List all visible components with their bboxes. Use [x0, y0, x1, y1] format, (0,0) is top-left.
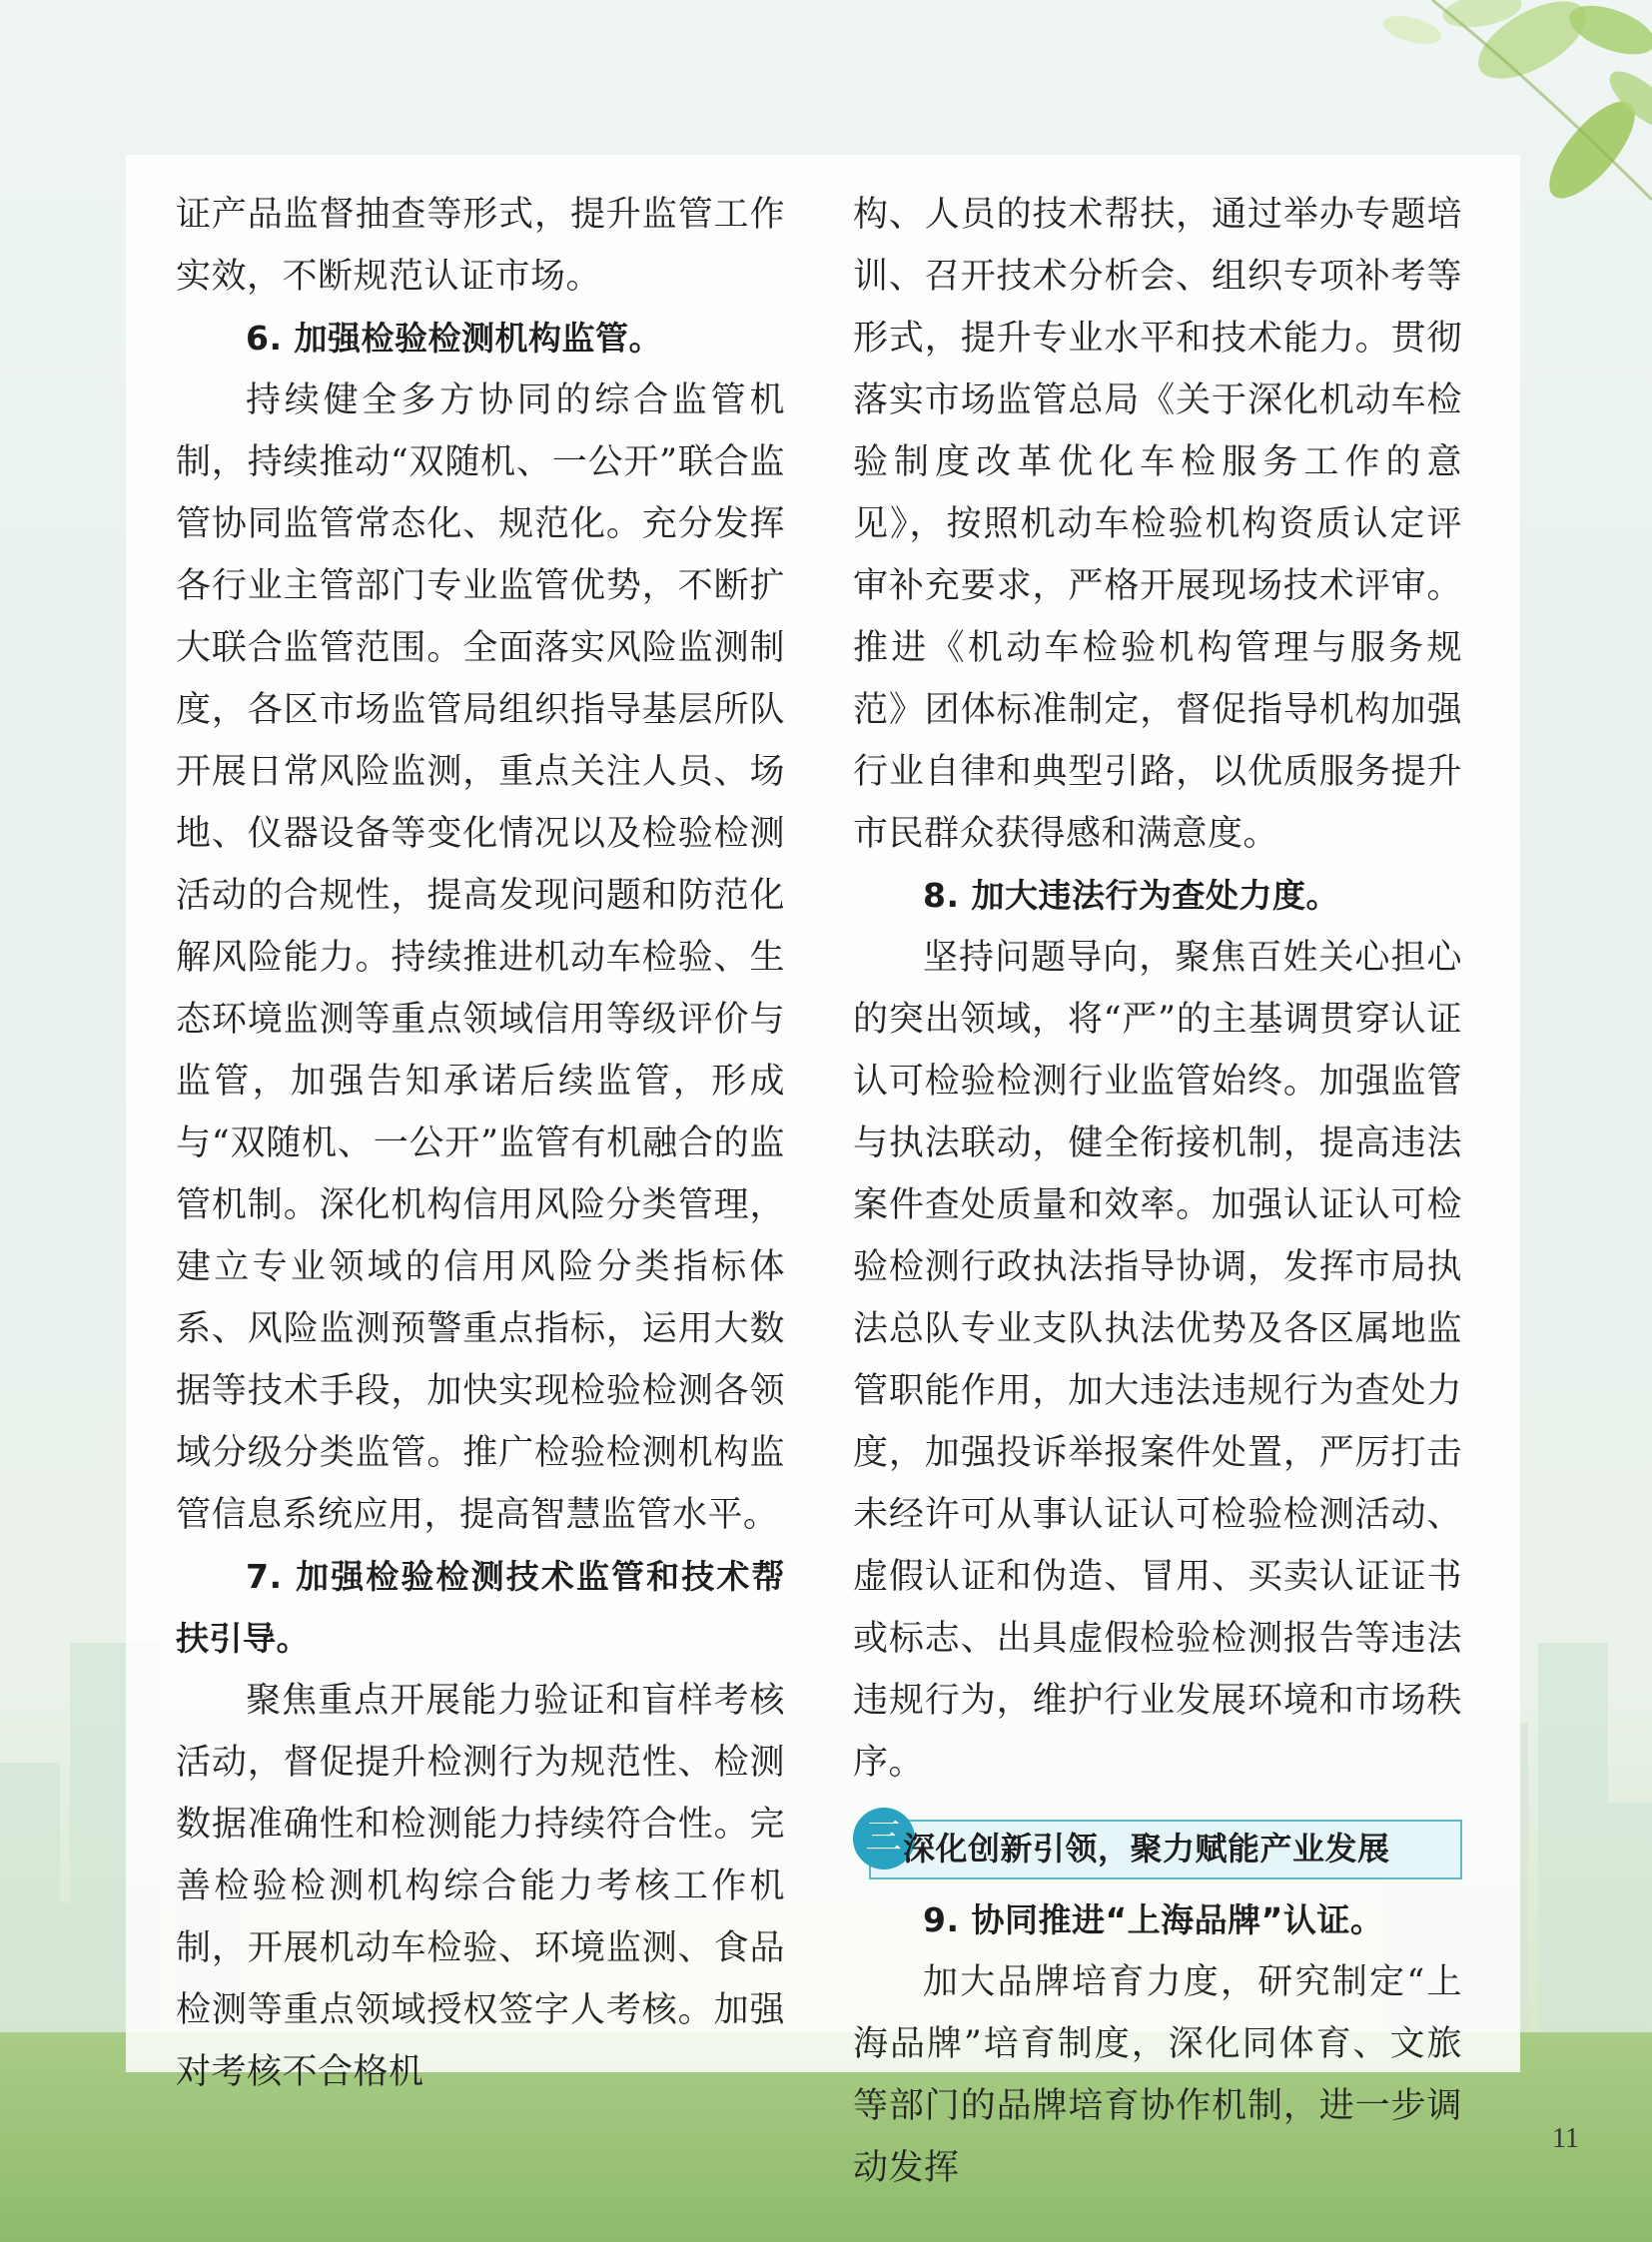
left-paragraph-1: 证产品监督抽查等形式，提升监管工作实效，不断规范认证市场。	[176, 195, 785, 297]
heading-6: 6. 加强检验检测机构监管。	[246, 319, 662, 358]
right-paragraph-1: 构、人员的技术帮扶，通过举办专题培训、召开技术分析会、组织专项补考等形式，提升专业水平和技术能力。贯彻落实市场监管总局《关于深化机动车检验制度改革优化车检服务工作的意见》，按照机动车检验机构资质认定评审补充要求，严格开展现场技术评审。推进《机动车检验机构管理与服务规范》团体标准制定，督促指导机构加强行业自律和典型引路，以优质服务提升市民群众获得感和满意度。	[853, 195, 1462, 854]
heading-8: 8. 加大违法行为查处力度。	[923, 876, 1339, 915]
right-paragraph-2: 坚持问题导向，聚焦百姓关心担心的突出领域，将“严”的主基调贯穿认证认可检验检测行业监管始终。加强监管与执法联动，健全衔接机制，提高违法案件查处质量和效率。加强认证认可检验检测行政执法指导协调，发挥市局执法总队专业支队执法优势及各区属地监管职能作用，加大违法违规行为查处力度，加强投诉举报案件处置，严厉打击未经许可从事认证认可检验检测活动、虚假认证和伪造、冒用、买卖认证证书或标志、出具虚假检验检测报告等违法违规行为，维护行业发展环境和市场秩序。	[853, 938, 1462, 1783]
heading-9: 9. 协同推进“上海品牌”认证。	[923, 1900, 1384, 1939]
section-number-badge: 三	[853, 1808, 915, 1869]
section-header	[853, 1808, 1462, 1877]
page-number: 11	[1552, 2123, 1579, 2154]
heading-7: 7. 加强检验检测技术监管和技术帮扶引导。	[176, 1557, 785, 1658]
left-paragraph-3: 聚焦重点开展能力验证和盲样考核活动，督促提升检测行为规范性、检测数据准确性和检测能力持续符合性。完善检验检测机构综合能力考核工作机制，开展机动车检验、环境监测、食品检测等重点领域授权签字人考核。加强对考核不合格机	[176, 1681, 785, 2092]
left-paragraph-2: 持续健全多方协同的综合监管机制，持续推动“双随机、一公开”联合监管协同监管常态化、规范化。充分发挥各行业主管部门专业监管优势，不断扩大联合监管范围。全面落实风险监测制度，各区市场监管局组织指导基层所队开展日常风险监测，重点关注人员、场地、仪器设备等变化情况以及检验检测活动的合规性，提高发现问题和防范化解风险能力。持续推进机动车检验、生态环境监测等重点领域信用等级评价与监管，加强告知承诺后续监管，形成与“双随机、一公开”监管有机融合的监管机制。深化机构信用风险分类管理，建立专业领域的信用风险分类指标体系、风险监测预警重点指标，运用大数据等技术手段，加快实现检验检测各领域分级分类监管。推广检验检测机构监管信息系统应用，提高智慧监管水平。	[176, 380, 785, 1535]
right-column	[853, 184, 1462, 2199]
left-column	[176, 184, 785, 2103]
section-title: 深化创新引领，聚力赋能产业发展	[903, 1830, 1390, 1868]
right-paragraph-3: 加大品牌培育力度，研究制定“上海品牌”培育制度，深化同体育、文旅等部门的品牌培育协作机制，进一步调动发挥	[853, 1962, 1462, 2188]
content-panel	[126, 155, 1520, 2188]
